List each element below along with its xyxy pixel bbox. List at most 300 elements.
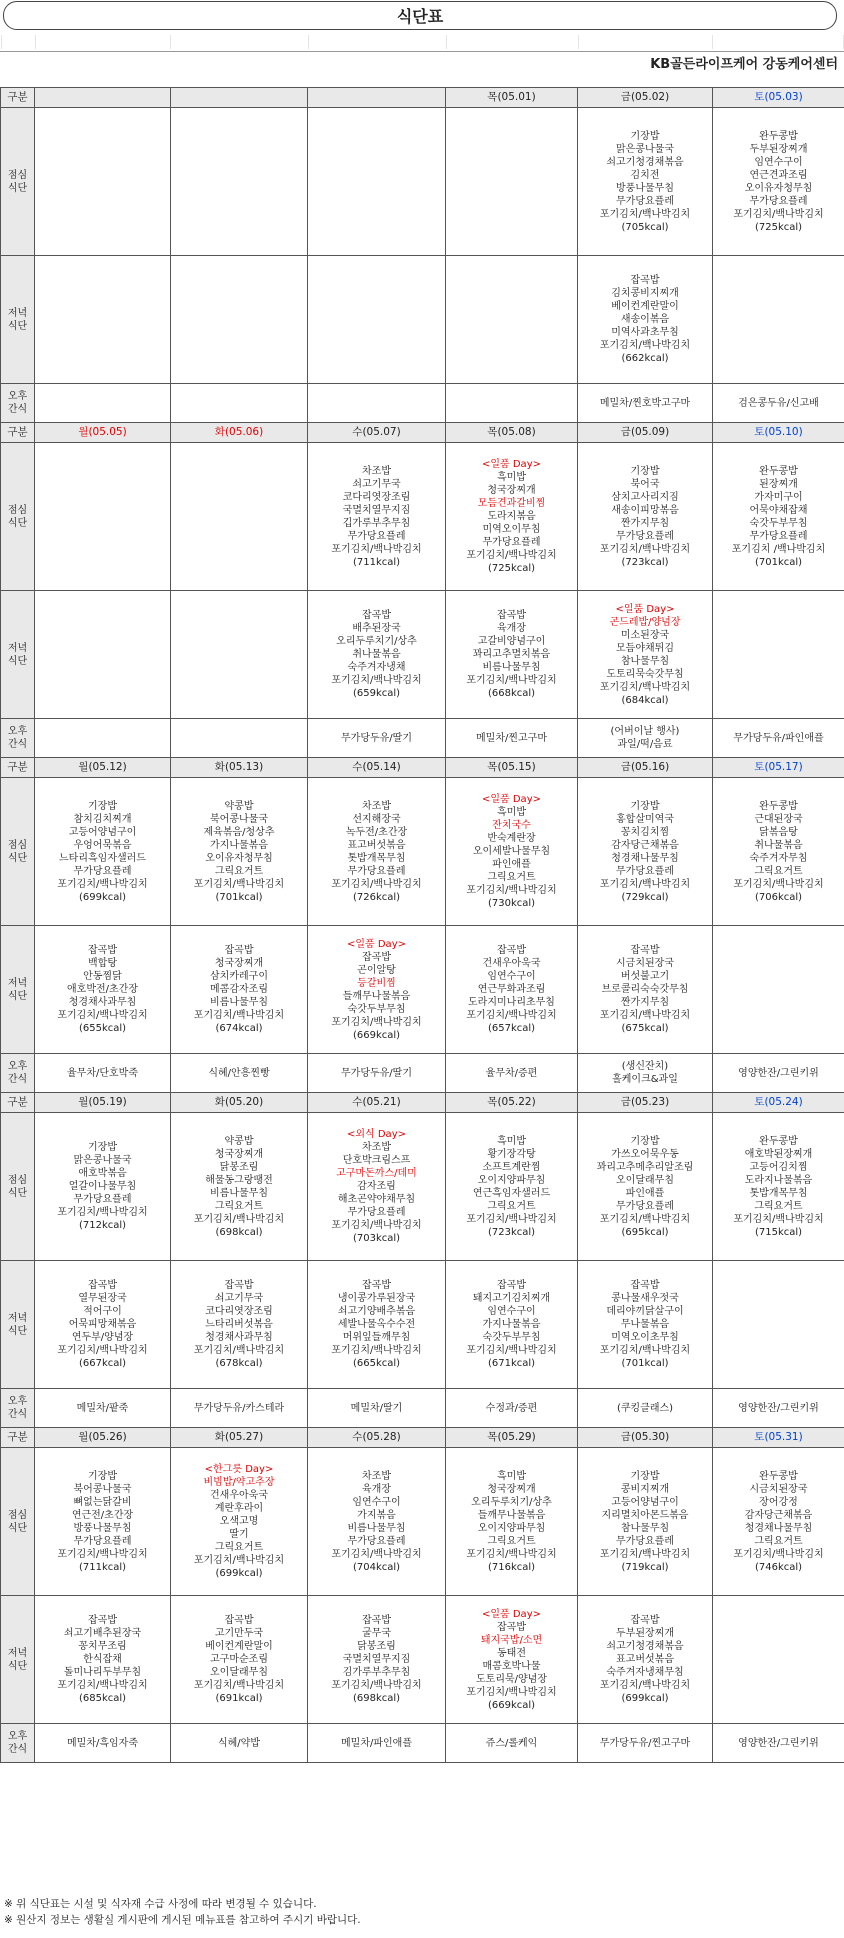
- snack-row: [1, 719, 844, 758]
- snack-cell: [446, 1724, 578, 1763]
- menu-item: (699kcal): [621, 1693, 669, 1704]
- faint-grid: [0, 35, 844, 49]
- menu-item: 포기김치/백나박김치: [331, 543, 422, 555]
- snack-row: [1, 1389, 844, 1428]
- menu-item: (746kcal): [754, 1561, 803, 1573]
- menu-item: 포기김치/백나박김치: [466, 1548, 557, 1560]
- menu-item: 오이유자청무침: [744, 182, 813, 194]
- menu-item: 코다리엿장조림: [342, 491, 411, 503]
- day-header: 목(05.29): [446, 1428, 578, 1448]
- dinner-menu-cell: [713, 926, 844, 1054]
- menu-item: 무가당요플레: [347, 530, 406, 542]
- day-header: 화(05.20): [171, 1093, 308, 1113]
- row-label-text: 간식: [7, 1074, 28, 1085]
- menu-item: 두부된장찌개: [749, 143, 808, 155]
- menu-item: 무가당요플레: [616, 1200, 674, 1212]
- snack-cell: [578, 1389, 713, 1428]
- row-label-text: 저녁: [7, 1312, 28, 1324]
- menu-item: 흑미밥: [497, 807, 526, 818]
- lunch-menu-cell: [171, 443, 308, 591]
- menu-item: 차조밥: [362, 1142, 391, 1153]
- lunch-row: [1, 778, 844, 926]
- snack-cell: [446, 384, 578, 423]
- menu-item: 무가당요플레: [749, 530, 808, 542]
- menu-item: 잡곡밥: [630, 945, 660, 956]
- menu-item: 그릭요거트: [487, 872, 536, 883]
- section-label: 구분: [1, 88, 35, 108]
- lunch-menu-cell: [35, 1448, 171, 1596]
- menu-item: 완두콩밥: [759, 800, 798, 812]
- menu-item: 포기김치/백나박김치: [57, 1010, 148, 1021]
- menu-item: (729kcal): [621, 891, 669, 903]
- menu-item: (725kcal): [754, 221, 803, 233]
- day-header: [35, 88, 171, 108]
- row-label: [1, 1448, 35, 1596]
- menu-item: 쇠고기무국: [214, 1293, 264, 1304]
- menu-item: 코다리엿장조림: [205, 1306, 273, 1317]
- day-header: 토(05.24): [713, 1093, 844, 1113]
- menu-item: 돌미나리두부무침: [63, 1667, 142, 1678]
- snack-item: 무가당두유/파인애플: [733, 732, 824, 744]
- snack-item: 홀케이크&과일: [612, 1074, 678, 1085]
- menu-item: 기장밥: [88, 1470, 117, 1482]
- row-label-text: 식단: [7, 517, 28, 529]
- dinner-menu-cell: [713, 256, 844, 384]
- menu-item: 홍합살미역국: [616, 813, 674, 825]
- lunch-menu-cell: [308, 778, 446, 926]
- snack-item: 무가당두유/딸기: [341, 1067, 412, 1079]
- menu-item: 포기김치/백나박김치: [466, 1686, 557, 1698]
- menu-item: 포기김치/백나박김치: [331, 1016, 422, 1028]
- menu-item: 오리두루치기/상추: [336, 636, 417, 647]
- menu-item: 완두콩밥: [759, 1135, 798, 1147]
- page-title: 식단표: [3, 1, 837, 30]
- lunch-menu-cell: [578, 108, 713, 256]
- dinner-menu-cell: [171, 1596, 308, 1724]
- menu-item: 참치김치찌개: [73, 813, 132, 825]
- day-header: 금(05.02): [578, 88, 713, 108]
- section-label: 구분: [1, 423, 35, 443]
- snack-item: 쥬스/롤케익: [485, 1737, 538, 1749]
- menu-item: (699kcal): [78, 891, 127, 903]
- menu-item: 포기김치/백나박김치: [599, 340, 691, 351]
- menu-item: 녹두전/초간장: [345, 826, 408, 838]
- menu-item: (671kcal): [487, 1358, 536, 1369]
- snack-item: 무가당두유/카스테라: [193, 1402, 285, 1414]
- snack-cell: [578, 1724, 713, 1763]
- menu-item: 무가당요플레: [347, 1207, 406, 1218]
- note-line: ※ 위 식단표는 시설 및 식자재 수급 사정에 따라 변경될 수 있습니다.: [4, 1898, 317, 1910]
- menu-item: 완두콩밥: [759, 1470, 798, 1482]
- menu-item: 선지해장국: [352, 813, 401, 825]
- menu-item: 오이달래무침: [616, 1174, 674, 1186]
- snack-item: 율무차/증편: [485, 1067, 538, 1079]
- snack-item: (생신잔치): [621, 1061, 669, 1072]
- menu-item: 포기김치/백나박김치: [193, 1555, 285, 1566]
- menu-item: 모듬야채튀김: [616, 642, 674, 654]
- dinner-menu-cell: [446, 256, 578, 384]
- day-header: 목(05.01): [446, 88, 578, 108]
- menu-item: 새송이피망볶음: [611, 504, 679, 516]
- menu-item: 쇠고기청경채볶음: [606, 1641, 684, 1652]
- menu-item: 잡곡밥: [362, 610, 391, 621]
- menu-item: 청국장찌개: [214, 958, 264, 969]
- lunch-menu-cell: [308, 1113, 446, 1261]
- menu-item: 청국장찌개: [487, 485, 536, 496]
- lunch-menu-cell: [578, 778, 713, 926]
- menu-item: 오이지양파무침: [477, 1522, 546, 1534]
- menu-item: 북어콩나물국: [73, 1483, 132, 1495]
- menu-item: 도라지나물볶음: [744, 1174, 813, 1186]
- snack-cell: [713, 1724, 844, 1763]
- menu-item: <일품 Day>: [481, 794, 541, 805]
- menu-item: 짠가지무침: [620, 997, 670, 1008]
- menu-item: 북어콩나물국: [210, 813, 268, 825]
- menu-item: 도라지미나리초무침: [468, 997, 555, 1008]
- menu-item: 오이유자청무침: [205, 852, 273, 864]
- lunch-row: [1, 443, 844, 591]
- day-header: 월(05.05): [35, 423, 171, 443]
- menu-item: 포기김치/백나박김치: [57, 1680, 148, 1691]
- menu-item: (674kcal): [215, 1023, 263, 1034]
- menu-item: 잡곡밥: [88, 945, 117, 956]
- menu-item: 그릭요거트: [214, 1200, 264, 1212]
- menu-item: 애호박된장찌개: [744, 1148, 813, 1160]
- menu-item: 김가루부추무침: [342, 1667, 411, 1678]
- menu-item: 콩나물새우젓국: [611, 1293, 679, 1304]
- menu-item: 맑은콩나물국: [73, 1155, 132, 1166]
- menu-item: 잡곡밥: [497, 610, 526, 621]
- menu-item: 건새우아욱국: [482, 958, 541, 969]
- lunch-menu-cell: [578, 1448, 713, 1596]
- row-label-text: 간식: [7, 739, 28, 750]
- menu-item: 파인애플: [625, 1187, 665, 1199]
- snack-row: [1, 384, 844, 423]
- menu-item: 연근전/초간장: [71, 1509, 134, 1521]
- row-label-text: 간식: [7, 1409, 28, 1420]
- menu-item: 소프트계란찜: [482, 1161, 541, 1173]
- dinner-menu-cell: [35, 1261, 171, 1389]
- menu-item: 도토리묵/양념장: [476, 1673, 547, 1685]
- lunch-menu-cell: [713, 1113, 844, 1261]
- dinner-menu-cell: [578, 591, 713, 719]
- row-label-text: 간식: [7, 1744, 28, 1755]
- menu-item: 감자당근채볶음: [744, 1509, 813, 1521]
- menu-item: 고구마순조림: [210, 1654, 268, 1665]
- lunch-menu-cell: [308, 1448, 446, 1596]
- menu-item: 포기김치/백나박김치: [57, 1207, 148, 1218]
- menu-item: 잡곡밥: [630, 1615, 660, 1626]
- dinner-menu-cell: [308, 926, 446, 1054]
- menu-item: 포기김치/백나박김치: [331, 1680, 422, 1691]
- menu-item: 완두콩밥: [759, 130, 798, 142]
- menu-item: 가쓰오어묵우동: [611, 1148, 679, 1160]
- snack-row: [1, 1054, 844, 1093]
- dinner-menu-cell: [171, 256, 308, 384]
- menu-item: 흑미밥: [497, 1135, 526, 1147]
- snack-cell: [713, 384, 844, 423]
- menu-item: (659kcal): [352, 688, 401, 699]
- day-header: [308, 88, 446, 108]
- menu-item: 포기김치/백나박김치: [193, 1345, 285, 1356]
- menu-item: 애호박볶음: [78, 1168, 127, 1179]
- dinner-row: [1, 1261, 844, 1389]
- menu-item: 무가당요플레: [73, 865, 132, 877]
- row-label: [1, 1261, 35, 1389]
- row-label-text: 식단: [7, 852, 28, 864]
- menu-item: 돼지국밥/소면: [480, 1634, 543, 1646]
- menu-item: 닭볶음탕: [759, 826, 798, 838]
- snack-cell: [171, 719, 308, 758]
- row-label: [1, 591, 35, 719]
- menu-item: 육개장: [497, 623, 526, 634]
- menu-item: 취나물볶음: [754, 839, 803, 851]
- menu-item: (706kcal): [754, 891, 803, 903]
- menu-item: 모듬견과갈비찜: [477, 498, 546, 509]
- menu-item: <한그릇 Day>: [204, 1464, 274, 1475]
- menu-item: (698kcal): [215, 1226, 263, 1238]
- row-label: [1, 926, 35, 1054]
- day-header: 금(05.16): [578, 758, 713, 778]
- notes: [4, 1896, 361, 1928]
- menu-item: 고등어양념구이: [68, 826, 137, 838]
- menu-item: (715kcal): [754, 1226, 803, 1238]
- menu-item: (668kcal): [487, 688, 536, 699]
- menu-item: 깁가루부추무침: [342, 517, 411, 529]
- row-label: [1, 443, 35, 591]
- menu-item: 무가당요플레: [347, 1535, 406, 1547]
- menu-item: 고구마돈까스/데미: [336, 1168, 417, 1179]
- menu-item: 포기김치/백나박김치: [193, 878, 285, 890]
- menu-item: 미소된장국: [620, 629, 670, 641]
- row-label-text: 오후: [7, 1061, 28, 1072]
- day-header: 월(05.12): [35, 758, 171, 778]
- menu-item: 취나물볶음: [352, 649, 401, 660]
- dinner-menu-cell: [35, 1596, 171, 1724]
- menu-item: 무가당요플레: [347, 865, 406, 877]
- menu-item: <일품 Day>: [481, 1608, 541, 1620]
- menu-item: 그릭요거트: [487, 1200, 536, 1212]
- snack-cell: [713, 719, 844, 758]
- menu-item: 약콩밥: [224, 800, 254, 812]
- menu-item: 삼치고사리지짐: [611, 491, 679, 503]
- menu-item: 적어구이: [83, 1306, 122, 1317]
- menu-item: 연근견과조림: [749, 169, 808, 181]
- menu-item: 포기김치/백나박김치: [599, 543, 691, 555]
- menu-item: 무가당요플레: [749, 195, 808, 207]
- menu-item: 포기김치/백나박김치: [193, 1213, 285, 1225]
- dinner-menu-cell: [446, 591, 578, 719]
- menu-item: 반숙계란장: [487, 833, 536, 844]
- menu-item: 임연수구이: [754, 156, 803, 168]
- menu-item: 숙갓두부무침: [347, 1003, 406, 1015]
- menu-item: 쇠고기무국: [352, 478, 401, 490]
- lunch-menu-cell: [35, 443, 171, 591]
- menu-item: 잡곡밥: [630, 275, 660, 286]
- menu-item: 포기김치/백나박김치: [466, 1345, 557, 1356]
- dinner-menu-cell: [308, 591, 446, 719]
- snack-cell: [578, 1054, 713, 1093]
- menu-item: 가지나물볶음: [482, 1319, 541, 1330]
- menu-item: <외식 Day>: [346, 1129, 406, 1140]
- lunch-menu-cell: [446, 1113, 578, 1261]
- menu-item: 그릭요거트: [214, 1542, 264, 1553]
- snack-item: 무가당두유/딸기: [341, 732, 412, 744]
- day-header: 화(05.06): [171, 423, 308, 443]
- menu-item: (662kcal): [621, 353, 669, 364]
- menu-item: 뼈없는닭갈비: [73, 1496, 132, 1508]
- dinner-menu-cell: [308, 256, 446, 384]
- menu-item: 포기김치/백나박김치: [57, 878, 148, 890]
- snack-cell: [308, 1054, 446, 1093]
- menu-item: 청경채사과무침: [205, 1332, 273, 1343]
- menu-item: 시금치된장국: [616, 958, 674, 969]
- menu-item: 지리멸치아몬드볶음: [601, 1509, 689, 1521]
- menu-item: (701kcal): [754, 556, 803, 568]
- menu-item: 청경채사과무침: [68, 997, 137, 1008]
- menu-item: (730kcal): [487, 898, 536, 909]
- menu-item: 삼치카레구이: [210, 971, 268, 982]
- dinner-menu-cell: [446, 1596, 578, 1724]
- menu-item: 새송이볶음: [620, 314, 670, 325]
- snack-item: (어버이날 행사): [610, 726, 680, 737]
- menu-item: 잡곡밥: [224, 1280, 254, 1291]
- menu-item: 동태전: [497, 1647, 526, 1659]
- menu-item: 오리두루치기/상추: [471, 1496, 552, 1508]
- menu-item: 기장밥: [88, 1142, 117, 1153]
- menu-item: 냉이콩가루된장국: [337, 1293, 416, 1304]
- menu-item: 포기김치/백나박김치: [466, 1010, 557, 1021]
- menu-item: 장어강정: [759, 1496, 798, 1508]
- menu-item: 그릭요거트: [487, 1535, 536, 1547]
- dinner-menu-cell: [578, 1596, 713, 1724]
- dinner-menu-cell: [308, 1261, 446, 1389]
- day-header: 토(05.10): [713, 423, 844, 443]
- menu-item: 비름나물무침: [482, 662, 541, 673]
- dinner-menu-cell: [35, 256, 171, 384]
- week-header-row: [1, 758, 844, 778]
- menu-item: 가지볶음: [357, 1509, 396, 1521]
- section-label: 구분: [1, 758, 35, 778]
- menu-item: 포기김치/백나박김치: [331, 1548, 422, 1560]
- menu-item: 버섯불고기: [620, 971, 670, 982]
- lunch-menu-cell: [713, 1448, 844, 1596]
- dinner-menu-cell: [578, 256, 713, 384]
- menu-item: 포기김치/백나박김치: [599, 208, 691, 220]
- day-header: 토(05.31): [713, 1428, 844, 1448]
- row-label-text: 저녁: [7, 307, 28, 319]
- menu-item: 딸기: [229, 1529, 249, 1540]
- menu-item: (684kcal): [621, 694, 669, 706]
- row-label-text: 점심: [7, 1509, 28, 1521]
- menu-item: 그릭요거트: [754, 865, 803, 877]
- menu-item: 우엉어묵볶음: [73, 839, 132, 851]
- row-label-text: 식단: [7, 1660, 28, 1672]
- menu-item: 포기김치/백나박김치: [599, 681, 691, 693]
- dinner-menu-cell: [171, 591, 308, 719]
- lunch-menu-cell: [35, 108, 171, 256]
- menu-item: (691kcal): [215, 1693, 263, 1704]
- row-label-text: 점심: [7, 169, 28, 181]
- menu-item: (685kcal): [78, 1693, 127, 1704]
- menu-item: 숙주겨자냉채: [347, 662, 406, 673]
- menu-item: (669kcal): [487, 1699, 536, 1711]
- lunch-row: [1, 1113, 844, 1261]
- day-header: 월(05.19): [35, 1093, 171, 1113]
- menu-item: 들깨무나물볶음: [477, 1509, 546, 1521]
- snack-item: 메밀차/딸기: [350, 1402, 403, 1414]
- menu-item: 해초곤약야채무침: [337, 1194, 416, 1205]
- row-label-text: 오후: [7, 1396, 28, 1407]
- snack-item: 메밀차/팥죽: [76, 1402, 129, 1414]
- menu-item: 미역오이무침: [482, 524, 541, 535]
- menu-item: 포기김치/백나박김치: [466, 885, 557, 896]
- menu-item: 백합탕: [88, 958, 117, 969]
- section-label: 구분: [1, 1093, 35, 1113]
- menu-item: 연근흑임자샐러드: [472, 1187, 551, 1199]
- menu-item: 포기김치/백나박김치: [599, 1548, 691, 1560]
- row-label-text: 식단: [7, 1187, 28, 1199]
- menu-item: 메콤감자조림: [210, 984, 268, 995]
- row-label: [1, 778, 35, 926]
- menu-item: 쇠고기청경채볶음: [606, 156, 684, 168]
- menu-item: (695kcal): [621, 1226, 669, 1238]
- lunch-row: [1, 108, 844, 256]
- menu-item: 도토리묵숙갓무침: [606, 668, 684, 680]
- menu-item: 연근무화과조림: [477, 984, 546, 995]
- menu-item: 맑은콩나물국: [616, 143, 674, 155]
- menu-item: 포기김치/백나박김치: [599, 1680, 691, 1691]
- menu-item: 포기김치/백나박김치: [331, 878, 422, 890]
- lunch-menu-cell: [713, 778, 844, 926]
- lunch-menu-cell: [308, 443, 446, 591]
- snack-item: 과일/떡/음료: [617, 739, 673, 750]
- menu-item: 김치전: [630, 169, 660, 181]
- menu-item: 도라지볶음: [487, 511, 536, 522]
- menu-item: 청경채나물무침: [744, 1522, 813, 1534]
- menu-item: 꽁치무조림: [78, 1641, 127, 1652]
- menu-item: 그릭요거트: [754, 1535, 803, 1547]
- menu-item: 한식잡채: [83, 1654, 122, 1665]
- snack-item: 식혜/약밥: [217, 1737, 260, 1749]
- menu-item: 세발나물옥수수전: [337, 1319, 416, 1330]
- menu-item: 비름나물무침: [347, 1522, 406, 1534]
- menu-item: 연두부/양념장: [71, 1332, 134, 1343]
- menu-item: 기장밥: [630, 800, 660, 812]
- menu-item: 오이달래무침: [210, 1667, 268, 1678]
- row-label-text: 저녁: [7, 977, 28, 989]
- menu-item: 톳밥개목무침: [347, 852, 406, 864]
- week-header-row: [1, 1093, 844, 1113]
- row-label-text: 오후: [7, 1731, 28, 1742]
- menu-item: 참나물무침: [620, 655, 670, 667]
- note-line: ※ 원산지 정보는 생활실 게시판에 게시된 메뉴표를 참고하여 주시기 바랍니다.: [4, 1914, 361, 1926]
- menu-item: 방풍나물무침: [73, 1522, 132, 1534]
- menu-item: 데리야끼닭살구이: [606, 1306, 684, 1317]
- row-label-text: 점심: [7, 839, 28, 851]
- menu-item: (723kcal): [621, 556, 669, 568]
- menu-item: 얼갈이나물무침: [68, 1181, 137, 1192]
- menu-item: 잡곡밥: [497, 1621, 526, 1633]
- lunch-menu-cell: [578, 443, 713, 591]
- menu-item: 청경채나물무침: [611, 852, 679, 864]
- menu-item: 포기김치/백나박김치: [733, 1213, 824, 1225]
- day-header: 수(05.28): [308, 1428, 446, 1448]
- organization-name: KB골든라이프케어 강동케어센터: [650, 57, 838, 72]
- lunch-menu-cell: [446, 1448, 578, 1596]
- menu-item: 곤이알탕: [357, 964, 396, 976]
- row-label: [1, 1113, 35, 1261]
